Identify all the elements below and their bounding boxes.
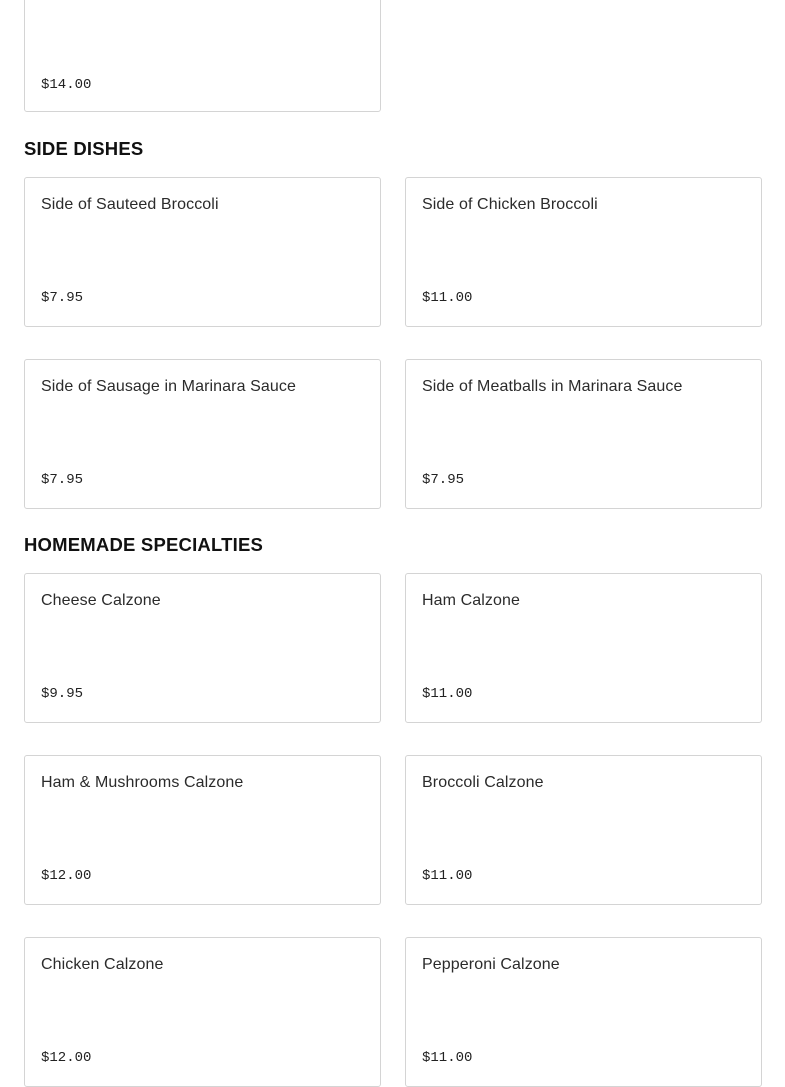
menu-item-name: Broccoli Calzone (422, 774, 544, 791)
menu-item-price: $7.95 (41, 472, 84, 488)
menu-item-card[interactable] (24, 573, 381, 723)
menu-item-price: $7.95 (422, 472, 465, 488)
section-title-homemade-specialties: HOMEMADE SPECIALTIES (24, 534, 264, 555)
menu-item-card[interactable] (405, 359, 762, 509)
menu-item-name: Chicken Calzone (41, 956, 164, 973)
menu-item-price: $12.00 (41, 1050, 92, 1066)
menu-item-name: Cheese Calzone (41, 592, 161, 609)
menu-item-card[interactable] (405, 573, 762, 723)
menu-item-price: $14.00 (41, 77, 92, 93)
menu-item-name: Side of Meatballs in Marinara Sauce (422, 378, 683, 395)
menu-item-card[interactable] (24, 0, 381, 112)
section-title-side-dishes: SIDE DISHES (24, 138, 144, 159)
menu-item-card[interactable] (24, 177, 381, 327)
menu-item-price: $11.00 (422, 686, 473, 702)
menu-item-card[interactable] (24, 755, 381, 905)
menu-item-name: Side of Sauteed Broccoli (41, 196, 219, 213)
menu-item-card[interactable] (405, 937, 762, 1087)
menu-item-card[interactable] (405, 177, 762, 327)
menu-item-price: $9.95 (41, 686, 84, 702)
menu-item-price: $12.00 (41, 868, 92, 884)
menu-item-card[interactable] (405, 755, 762, 905)
menu-item-name: Ham & Mushrooms Calzone (41, 774, 244, 791)
menu-item-price: $11.00 (422, 1050, 473, 1066)
menu-item-name: Ham Calzone (422, 592, 521, 609)
menu-item-card[interactable] (24, 359, 381, 509)
menu-item-price: $11.00 (422, 290, 473, 306)
menu-item-card[interactable] (24, 937, 381, 1087)
menu-item-name: Pepperoni Calzone (422, 956, 560, 973)
menu-item-name: Side of Sausage in Marinara Sauce (41, 378, 297, 395)
menu-item-price: $11.00 (422, 868, 473, 884)
menu-item-price: $7.95 (41, 290, 84, 306)
menu-item-name: Side of Chicken Broccoli (422, 196, 598, 213)
